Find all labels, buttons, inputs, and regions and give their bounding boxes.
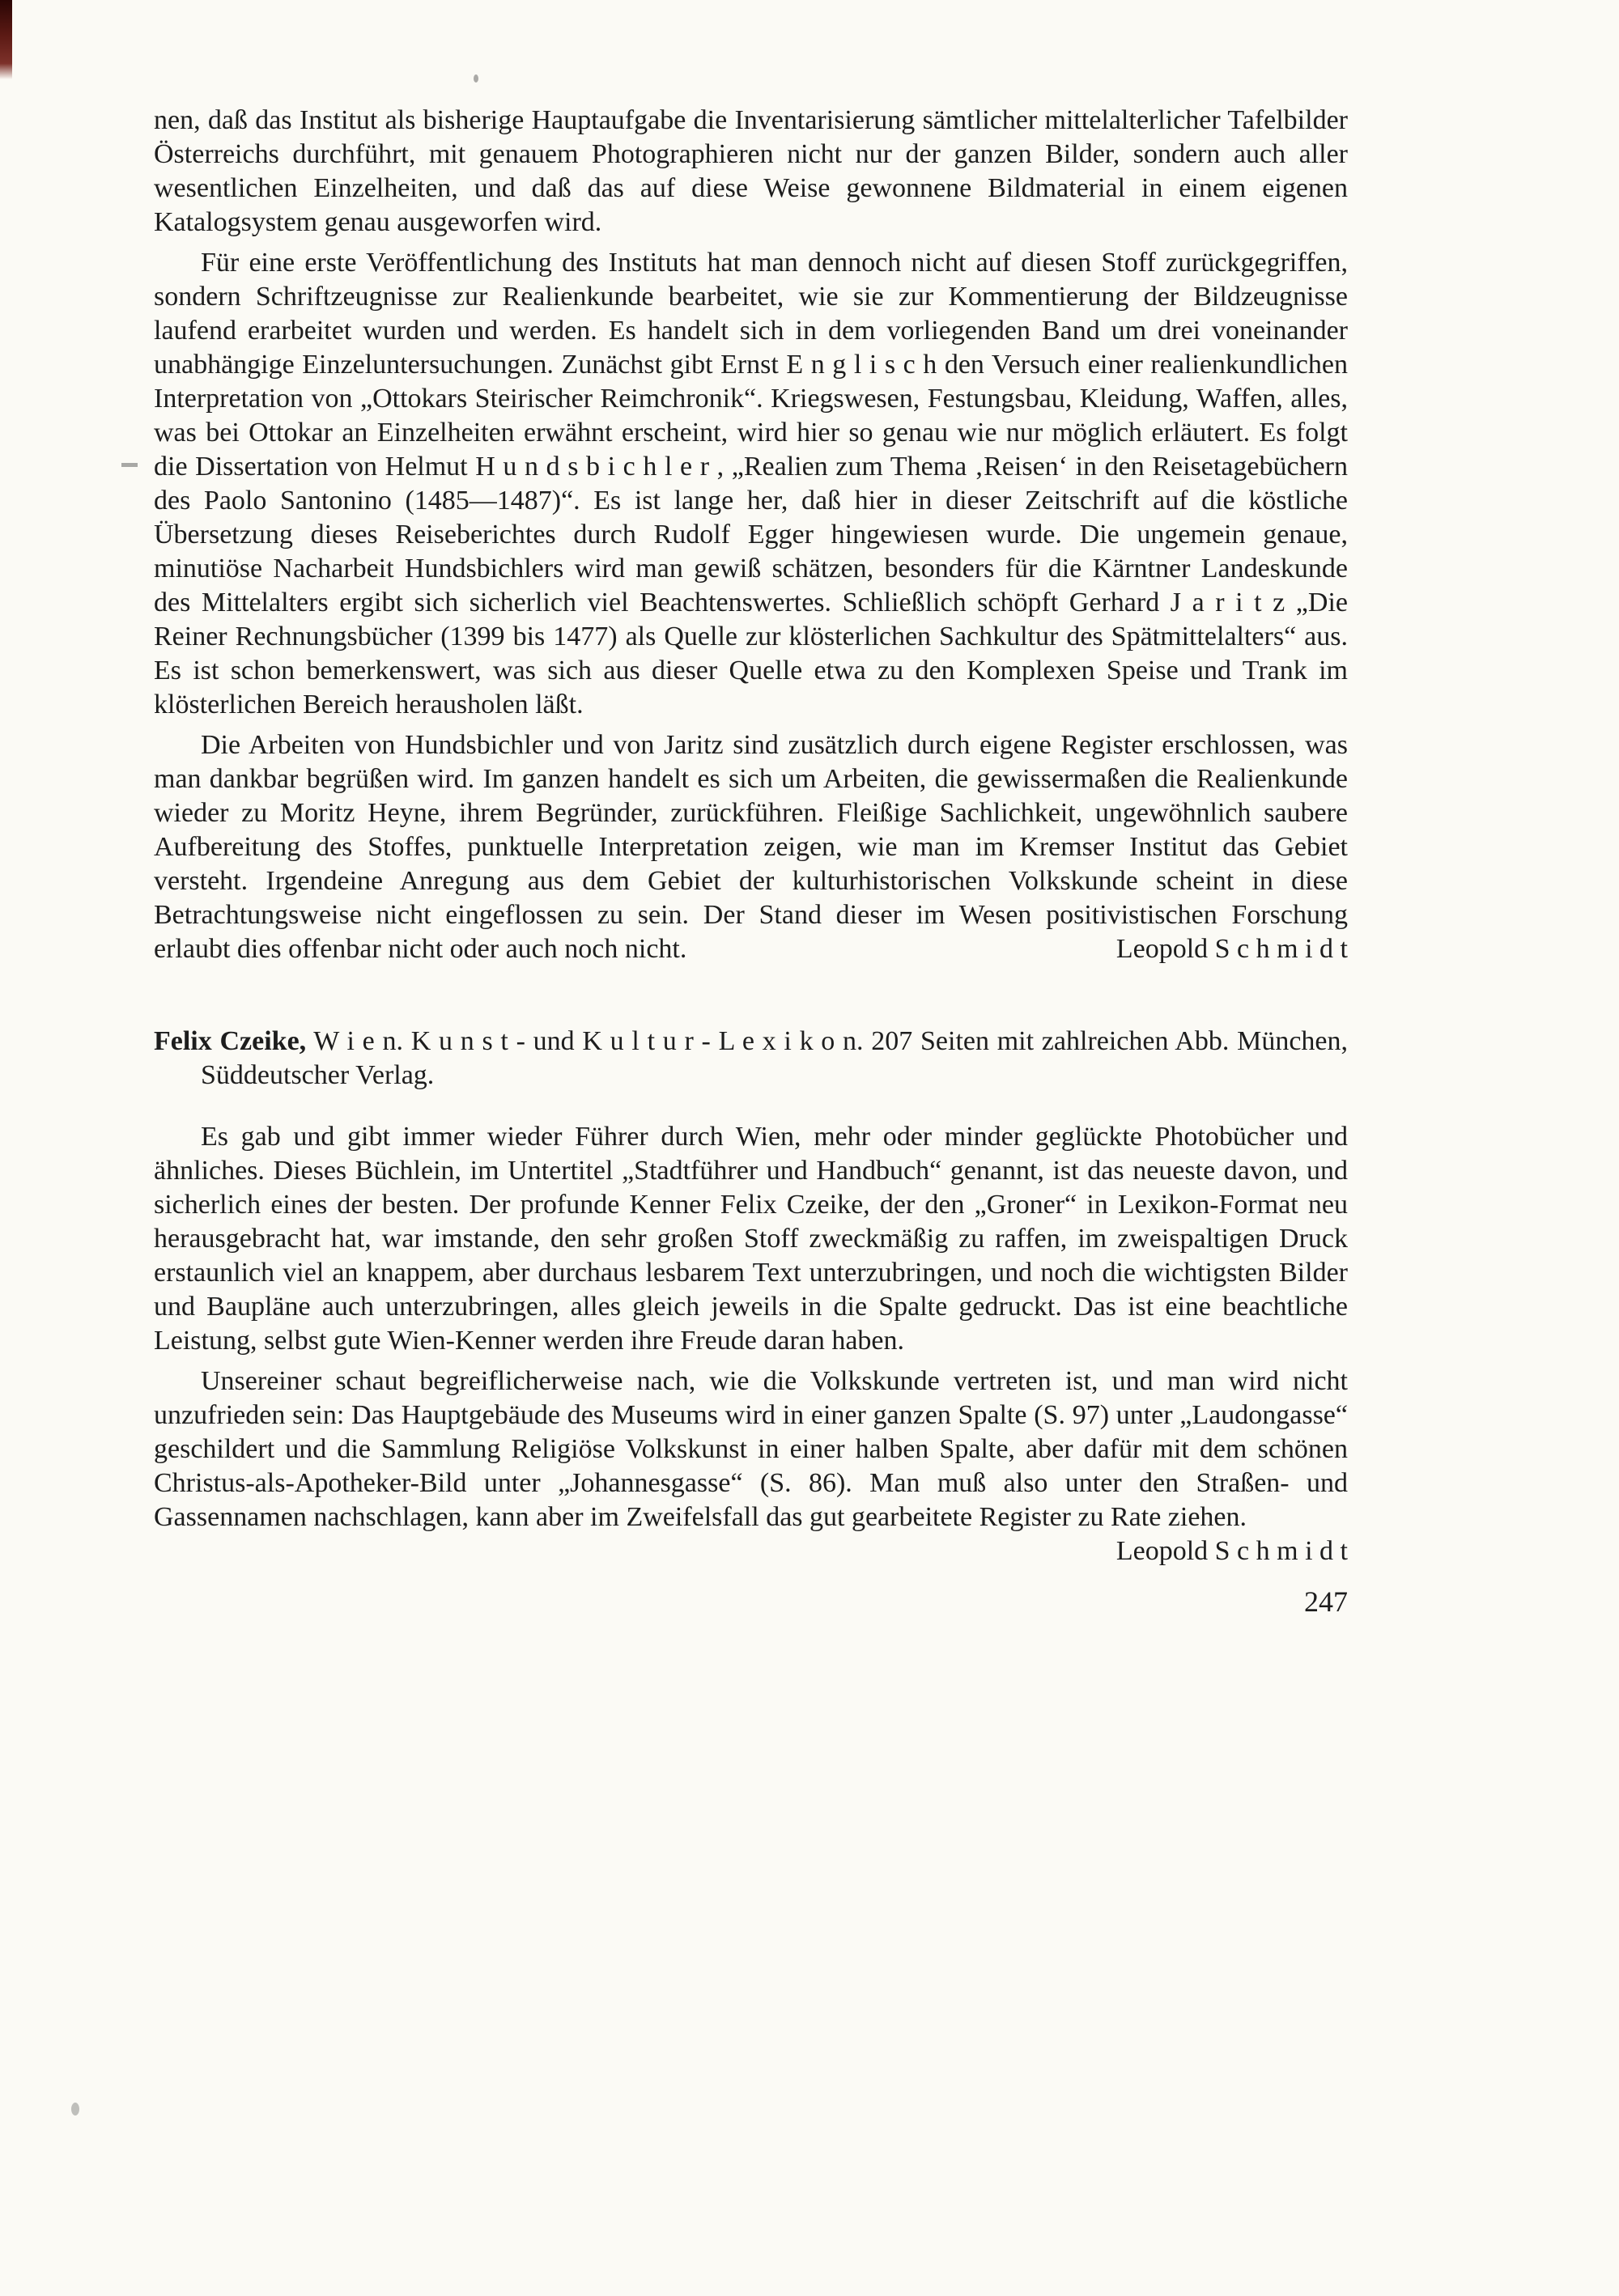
page-number: 247 bbox=[1304, 1585, 1348, 1618]
scan-dash-margin bbox=[121, 463, 138, 467]
scan-speck-top bbox=[474, 74, 478, 83]
reviewer-signature: Leopold S c h m i d t bbox=[1115, 934, 1348, 964]
paragraph-text: Die Arbeiten von Hundsbichler und von Jaritz sind zusätzlich durch eigene Register erschlossen, was man dankbar begrüßen wird. Im ganzen handelt es sich um Arbeiten, die gewissermaßen die Realienkunde wieder zu Moritz Heyne, ihrem Begründer, zurückführen. Fleißige Sachlichkeit, ungewöhnlich saubere Aufbereitung des Stoffes, punktuelle Interpretation zeigen, wie man im Kremser Institut das Gebiet versteht. Irgendeine Anregung aus dem Gebiet der kulturhistorischen Volkskunde scheint in diese Betrachtungsweise nicht eingeflossen zu sein. Der Stand dieser im Wesen positivistischen Forschung erlaubt dies offenbar nicht oder auch noch nicht. bbox=[154, 730, 1348, 964]
paragraph-review-2 bbox=[154, 1364, 1348, 1566]
reviewer-signature: Leopold S c h m i d t bbox=[1115, 1536, 1348, 1566]
paragraph-text: Es gab und gibt immer wieder Führer durch Wien, mehr oder minder geglückte Photobücher und ähnliches. Dieses Büchlein, im Untertitel „Stadtführer und Handbuch“ genannt, ist das neueste davon, und sicherlich eines der besten. Der profunde Kenner Felix Czeike, der den „Groner“ in Lexikon-Format neu herausgebracht hat, war imstande, den sehr großen Stoff zweckmäßig zu raffen, im zweispaltigen Druck erstaunlich viel an knappem, aber durchaus lesbarem Text unterzubringen, und noch die wichtigsten Bilder und Baupläne auch unterzubringen, alles gleich jeweils in die Spalte gedruckt. Das ist eine beachtliche Leistung, selbst gute Wien-Kenner werden ihre Freude daran haben. bbox=[154, 1122, 1348, 1356]
review-heading bbox=[154, 1025, 1348, 1093]
paragraph-continuation-3 bbox=[154, 728, 1348, 966]
paragraph-text: Unsereiner schaut begreiflicherweise nach, wie die Volkskunde vertreten ist, und man wird nicht unzufrieden sein: Das Hauptgebäude des Museums wird in einer ganzen Spalte (S. 97) unter „Laudongasse“ geschildert und die Sammlung Religiöse Volkskunst in einer halben Spalte, aber dafür mit dem schönen Christus-als-Apotheker-Bild unter „Johannesgasse“ (S. 86). Man muß also unter den Straßen- und Gassennamen nachschlagen, kann aber im Zweifelsfall das gut gearbeitete Register zu Rate ziehen. bbox=[154, 1366, 1348, 1532]
paragraph-continuation-1 bbox=[154, 104, 1348, 240]
paragraph-continuation-2 bbox=[154, 246, 1348, 722]
paragraph-text: Für eine erste Veröffentlichung des Instituts hat man dennoch nicht auf diesen Stoff zurückgegriffen, sondern Schriftzeugnisse zur Realienkunde bearbeitet, wie sie zur Kommentierung der Bildzeugnisse laufend erarbeitet wurden und werden. Es handelt sich in dem vorliegenden Band um drei voneinander unabhängige Einzeluntersuchungen. Zunächst gibt Ernst E n g l i s c h den Versuch einer realienkundlichen Interpretation von „Ottokars Steirischer Reimchronik“. Kriegswesen, Festungsbau, Kleidung, Waffen, alles, was bei Ottokar an Einzelheiten erwähnt erscheint, wird hier so genau wie nur möglich erläutert. Es folgt die Dissertation von Helmut H u n d s b i c h l e r , „Realien zum Thema ‚Reisen‘ in den Reisetagebüchern des Paolo Santonino (1485—1487)“. Es ist lange her, daß hier in dieser Zeitschrift auf die köstliche Übersetzung dieses Reiseberichtes durch Rudolf Egger hingewiesen wurde. Die ungemein genaue, minutiöse Nacharbeit Hundsbichlers wird man gewiß schätzen, besonders für die Kärntner Landeskunde des Mittelalters ergibt sich sicherlich viel Beachtenswertes. Schließlich schöpft Gerhard J a r i t z „Die Reiner Rechnungsbücher (1399 bis 1477) als Quelle zur klösterlichen Sachkultur des Spätmittelalters“ aus. Es ist schon bemerkenswert, was sich aus dieser Quelle etwa zu den Komplexen Speise und Trank im klösterlichen Bereich herausholen läßt. bbox=[154, 248, 1348, 719]
scan-artifact-top-left bbox=[0, 0, 12, 79]
review-title: W i e n. K u n s t - und K u l t u r - L e x i k o n. 207 Seiten mit zahlreichen Abb. München, Süddeutscher Verlag. bbox=[201, 1026, 1349, 1090]
paragraph-review-1 bbox=[154, 1120, 1348, 1358]
review-author: Felix Czeike, bbox=[154, 1026, 307, 1056]
text-column bbox=[154, 104, 1348, 1619]
scan-speck-bottom bbox=[71, 2103, 79, 2116]
paragraph-text: nen, daß das Institut als bisherige Hauptaufgabe die Inventarisierung sämtlicher mittelalterlicher Tafelbilder Österreichs durchführt, mit genauem Photographieren nicht nur der ganzen Bilder, sondern auch aller wesentlichen Einzelheiten, und daß das auf diese Weise gewonnene Bildmaterial in einem eigenen Katalogsystem genau ausgeworfen wird. bbox=[154, 105, 1348, 237]
